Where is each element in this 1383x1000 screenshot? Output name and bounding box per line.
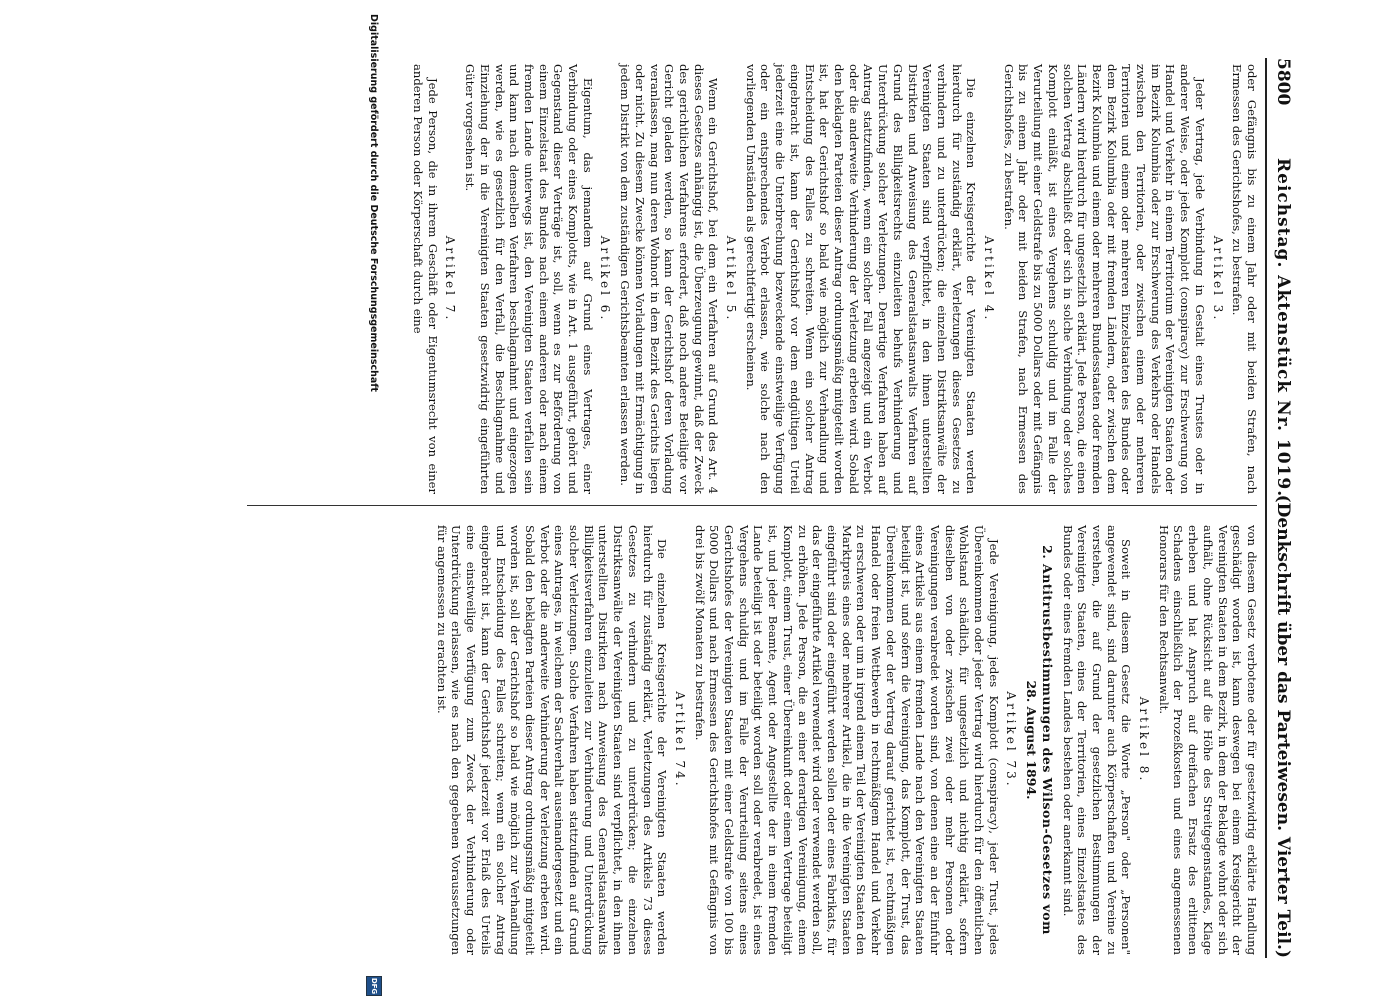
paragraph: Jede Person, die in ihrem Geschäft oder Eigentumsrecht von einer anderen Person oder Körperschaft durch eine — [411, 64, 440, 494]
paragraph: Jede Vereinigung, jedes Komplott (conspiracy), jeder Trust, jedes Übereinkommen oder jeder Vertrag wird hierdurch für den öffentlichen Wohlstand schädlich, für ungesetzlich und nichtig erklärt, sofern dieselben von oder zwischen zwei oder mehr Personen oder Vereinigungen verabredet worden sind, von denen eine an der Einfuhr eines Artikels aus einem fremden Lande nach den Vereinigten Staaten beteiligt ist, und sofern die Vereinigung, das Komplott, der Trust, das Übereinkommen oder der Vertrag darauf gerichtet ist, rechtmäßigen Handel oder freien Wettbewerb in rechtmäßigem Handel und Verkehr zu erschweren oder um in irgend einem Teil der Vereinigten Staaten den Marktpreis eines oder mehrerer Artikel, die in die Vereinigten Staaten eingeführt sind oder eingeführt werden sollen oder eines Fabrikats, für das der eingeführte Artikel verwendet wird oder verwendet werden soll, zu erhöhen. Jede Person, die an einer derartigen Vereinigung, einem Komplott, einem Trust, einer Übereinkunft oder einem Vertrage beteiligt ist, und jeder Beamte, Agent oder Angestellte der in einem fremden Lande beteiligt ist oder beteiligt worden soll oder verabredet, ist eines Vergehens schuldig und im Falle der Verurteilung seitens eines Gerichtshofes der Vereinigten Staaten mit einer Geldstrafe von 100 bis 5000 Dollars und nach Ermessen des Gerichtshofes mit Gefängnis von drei bis zwölf Monaten zu bestrafen. — [692, 525, 1001, 955]
section-heading-date: 28. August 1894. — [1024, 680, 1040, 800]
paragraph: Die einzelnen Kreisgerichte der Vereinigten Staaten werden hierdurch für zuständig erklärt, Verletzungen dieses Gesetzes zu verhindern und zu unterdrücken; die einzelnen Distriktsanwälte der Vereinigten Staaten sind verpflichtet, in den ihnen unterstellten Distrikten und Anweisung des Generalstaatsanwalts Verfahren auf Grund des Billigkeitsrechts einzuleiten behufs Verhinderung und Unterdrückung solcher Verletzungen. Derartige Verfahren haben auf Antrag stattzufinden, wenn ein solcher Fall angezeigt und ein Verbot oder die anderweite Verhinderung der Verletzung erbeten wird. Sobald den beklagten Parteien dieser Antrag ordnungsmäßig mitgeteilt worden ist, hat der Gerichtshof so bald wie möglich zur Verhandlung und Entscheidung des Falles zu schreiten. Wenn ein solcher Antrag eingebracht ist, kann der Gerichtshof vor dem endgültigen Urteil jederzeit eine die Unterbrechung bezweckende einstweilige Verfügung oder ein entsprechendes Verbot erlassen, wie solche nach den vorliegenden Umständen als gerechtfertigt erscheinen. — [743, 64, 979, 494]
right-column — [434, 525, 1259, 955]
article-heading: Artikel 8. — [1137, 696, 1152, 784]
footer-credit: Digitalisierung gefördert durch die Deutsche Forschungsgemeinschaft — [368, 14, 379, 392]
left-column — [410, 64, 1259, 494]
paragraph: Eigentum, das jemandem auf Grund eines Vertrages, einer Verbindung oder eines Komplotts, wie in Art. 1 ausgeführt, gehört und Gegenstand dieser Verträge ist, soll, wenn es zur Beförderung von einem Einzelstaat des Bundes nach einem anderen oder nach einem fremden Lande unterwegs ist, den Vereinigten Staaten verfallen sein und kann nach demselben Verfahren beschlagnahmt und eingezogen werden, wie es gesetzlich für den Verfall, die Beschlagnahme und Einziehung der in die Vereinigten Staaten gesetzwidrig eingeführten Güter vorgesehen ist. — [463, 64, 595, 494]
header-title: Reichstag. Aktenstück Nr. 1019. — [1273, 158, 1293, 498]
digitization-footer — [359, 0, 383, 1000]
article-heading: Artikel 74. — [672, 691, 687, 789]
article-heading: Artikel 73. — [1004, 691, 1019, 789]
header-subtitle: (Denkschrift über das Parteiwesen. Vierter Teil.) — [1273, 494, 1293, 958]
article-heading: Artikel 4. — [982, 235, 997, 323]
paragraph: Jeder Vertrag, jede Verbindung in Gestalt eines Trustes oder in anderer Weise, oder jedes Komplott (conspiracy) zur Erschwerung von Handel und Verkehr in einem Territorium der Vereinigten Staaten oder im Bezirk Kolumbia oder zur Erschwerung des Verkehrs oder Handels zwischen den Territorien, oder zwischen einem oder mehreren Territorien und einem oder mehreren Einzelstaaten des Bundes oder dem Bezirk Kolumbia oder mit fremden Ländern, oder zwischen dem Bezirk Kolumbia und einem oder mehreren Bundesstaaten oder fremden Ländern wird hierdurch für ungesetzlich erklärt. Jede Person, die einen solchen Vertrag abschließt oder sich in solche Verbindung oder solches Komplott einläßt, ist eines Vergehens schuldig und im Falle der Verurteilung mit einer Geldstrafe bis zu 5000 Dollars oder mit Gefängnis bis zu einem Jahr oder mit beiden Strafen, nach Ermessen des Gerichtshofes, zu bestrafen. — [1001, 64, 1207, 494]
paragraph: oder Gefängnis bis zu einem Jahr oder mit beiden Strafen, nach Ermessen des Gerichtshofes, zu bestrafen. — [1230, 64, 1259, 494]
article-heading: Artikel 7. — [443, 235, 458, 323]
dfg-logo-icon: DFG — [366, 976, 382, 996]
paragraph: Die einzelnen Kreisgerichte der Vereinigten Staaten werden hierdurch für zuständig erklärt, Verletzungen des Artikels 73 dieses Gesetzes zu verhindern und zu unterdrücken; die einzelnen Distriktsanwälte der Vereinigten Staaten sind verpflichtet, in den ihnen unterstellten Distrikten nach Anweisung des Generalstaatsanwalts Billigkeitsverfahren einzuleiten zur Verhinderung und Unterdrückung solcher Verletzungen. Solche Verfahren haben stattzufinden auf Grund eines Antrages, in welchem der Sachverhalt auseinandergesetzt und ein Verbot oder die anderweite Verhinderung der Verletzung erbeten wird. Sobald den beklagten Parteien dieser Antrag ordnungsmäßig mitgeteilt worden ist, soll der Gerichtshof so bald wie möglich zur Verhandlung und Entscheidung des Falles schreiten; wenn ein solcher Antrag eingebracht ist, kann der Gerichtshof jederzeit vor Erlaß des Urteils eine einstweilige Verfügung zum Zweck der Verhinderung oder Unterdrückung erlassen, wie es nach den gegebenen Voraussetzungen für angemessen zu erachten ist. — [434, 525, 670, 955]
column-divider — [247, 505, 1257, 506]
paragraph: Wenn ein Gerichtshof, bei dem ein Verfahren auf Grund des Art. 4 dieses Gesetzes anhängig ist, die Überzeugung gewinnt, daß der Zweck des gerichtlichen Verfahrens erfordert, daß noch andere Beteiligte vor Gericht geladen werden, so kann der Gerichtshof deren Vorladung veranlassen, mag nun deren Wohnort in dem Bezirk des Gerichts liegen oder nicht. Zu diesem Zwecke können Vorladungen mit Ermächtigung in jedem Distrikt von dem zuständigen Gerichtsbeamten erlassen werden. — [618, 64, 721, 494]
section-heading: 2. Antitrustbestimmungen des Wilson-Gesetzes vom — [1039, 545, 1055, 935]
article-heading: Artikel 5. — [724, 235, 739, 323]
page-number: 5800 — [1273, 58, 1293, 106]
article-heading: Artikel 3. — [1210, 235, 1225, 323]
article-heading: Artikel 6. — [598, 235, 613, 323]
paragraph: Soweit in diesem Gesetz die Worte „Person" oder „Personen" angewendet sind, sind darunter auch Körperschaften und Vereine zu verstehen, die auf Grund der gesetzlichen Bestimmungen der Vereinigten Staaten, eines der Territorien, eines Einzelstaates des Bundes oder eines fremden Landes bestehen oder anerkannt sind. — [1060, 525, 1134, 955]
paragraph: von diesem Gesetz verbotene oder für gesetzwidrig erklärte Handlung geschädigt worden ist, kann deswegen bei einem Kreisgericht der Vereinigten Staaten in dem Bezirk, in dem der Beklagte wohnt oder sich aufhält, ohne Rücksicht auf die Höhe des Streitgegenstandes, Klage erheben und hat Anspruch auf dreifachen Ersatz des erlittenen Schadens einschließlich der Prozeßkosten und eines angemessenen Honorars für den Rechtsanwalt. — [1156, 525, 1259, 955]
running-header — [1265, 58, 1297, 958]
